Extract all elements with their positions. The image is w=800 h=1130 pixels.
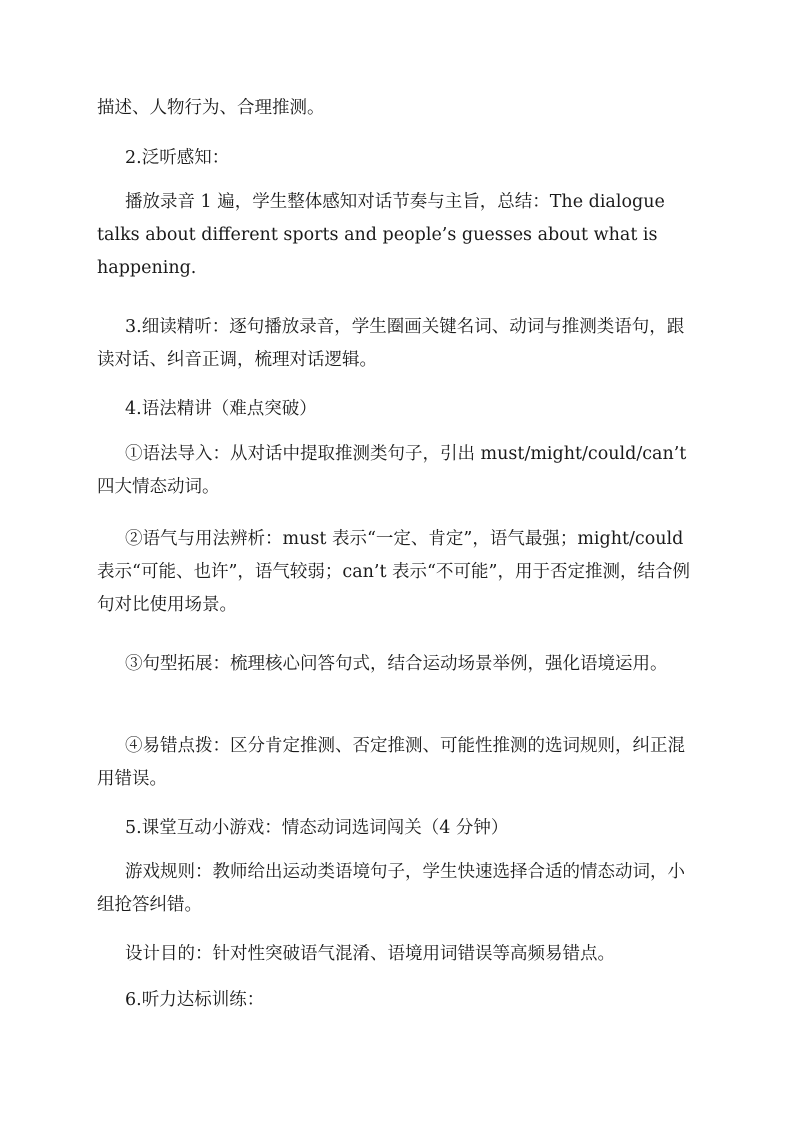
paragraph-design-purpose: 设计目的：针对性突破语气混淆、语境用词错误等高频易错点。 [125,944,615,964]
section-heading-intensive-listening: 3.细读精听：逐句播放录音，学生圈画关键名词、动词与推测类语句，跟读对话、纠音正调，梳理对话逻辑。 [97,317,685,370]
section-heading-grammar: 4.语法精讲（难点突破） [125,399,317,419]
section-heading-extensive-listening: 2.泛听感知： [125,148,230,168]
paragraph-grammar-intro: ①语法导入：从对话中提取推测类句子，引出 must/might/could/can’t 四大情态动词。 [97,444,687,497]
paragraph-error-tips: ④易错点拨：区分肯定推测、否定推测、可能性推测的选词规则，纠正混用错误。 [97,736,685,789]
paragraph-sentence-patterns: ③句型拓展：梳理核心问答句式，结合运动场景举例，强化语境运用。 [125,654,668,674]
section-heading-game: 5.课堂互动小游戏：情态动词选词闯关（4 分钟） [125,818,509,838]
section-heading-listening-practice: 6.听力达标训练： [125,990,265,1010]
paragraph-listening-summary: 播放录音 1 遍，学生整体感知对话节奏与主旨，总结：The dialogue talks about different sports and people’s guesses about what is happening. [97,192,665,278]
paragraph-continuation: 描述、人物行为、合理推测。 [97,98,325,118]
paragraph-game-rules: 游戏规则：教师给出运动类语境句子，学生快速选择合适的情态动词，小组抢答纠错。 [97,862,685,915]
paragraph-modal-comparison: ②语气与用法辨析：must 表示“一定、肯定”，语气最强；might/could 表示“可能、也许”，语气较弱；can’t 表示“不可能”，用于否定推测，结合例句对比使用场景。 [97,529,690,615]
